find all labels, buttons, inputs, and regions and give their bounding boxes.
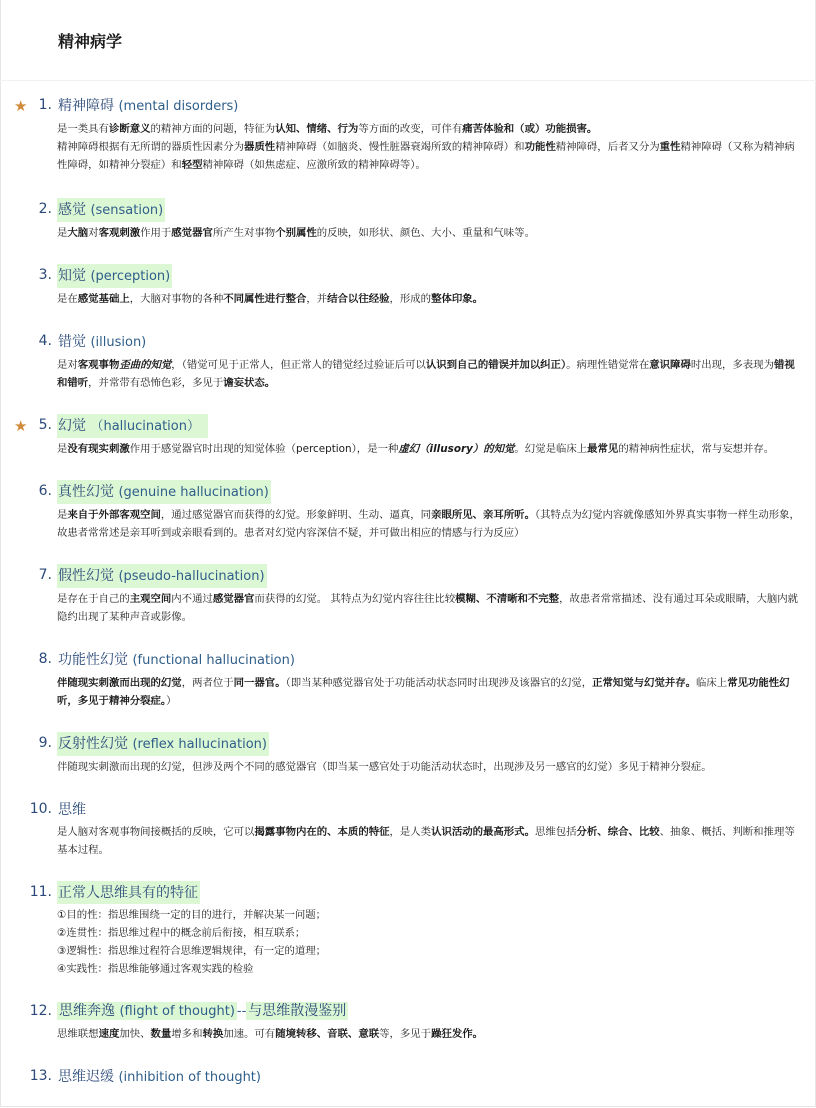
heading-title: 思维奔逸 <box>59 1003 115 1019</box>
list-item <box>0 1065 816 1089</box>
item-body: 伴随现实刺激而出现的幻觉，两者位于同一器官。（即当某种感觉器官处于功能活动状态同时出现涉及该器官的幻觉，正常知觉与幻觉并存。临床上常见功能性幻听，多见于精神分裂症。） <box>57 677 790 707</box>
heading-title: 思维迟缓 <box>58 1069 114 1085</box>
item-heading <box>57 648 297 672</box>
item-body: 伴随现实刺激而出现的幻觉，但涉及两个不同的感觉器官（即当某一感官处于功能活动状态时，出现涉及另一感官的幻觉）多见于精神分裂症。 <box>57 761 712 773</box>
item-body: 思维联想速度加快、数量增多和转换加速。可有随境转移、音联、意联等，多见于躁狂发作。 <box>57 1028 484 1040</box>
star-icon: ★ <box>14 417 28 435</box>
heading-english: (genuine hallucination) <box>118 485 269 500</box>
list-item <box>0 798 816 859</box>
item-number: 8. <box>38 651 52 667</box>
heading-separator: -- <box>236 1004 247 1019</box>
item-number: 3. <box>38 267 52 283</box>
paragraph: 精神障碍根据有无所谓的器质性因素分为器质性精神障碍（如脑炎、慢性脏器衰竭所致的精神障碍）和功能性精神障碍，后者又分为重性精神障碍（又称为精神病性障碍，如精神分裂症）和轻型精神障碍（如焦虑症、应激所致的精神障碍等）。 <box>57 141 795 171</box>
item-heading <box>57 881 200 904</box>
heading-title: 真性幻觉 <box>58 484 114 500</box>
heading-title: 正常人思维具有的特征 <box>58 885 198 901</box>
item-heading <box>57 480 271 504</box>
item-body: 是对客观事物歪曲的知觉，（错觉可见于正常人，但正常人的错觉经过验证后可以认识到自己的错误并加以纠正）。病理性错觉常在意识障碍时出现，多表现为错视和错听，并常带有恐怖色彩，多见于谵妄状态。 <box>57 359 795 389</box>
heading-title: 精神障碍 <box>58 98 114 114</box>
item-number: 1. <box>38 97 52 113</box>
heading-english: (inhibition of thought) <box>118 1070 261 1085</box>
feature-line: ①目的性：指思维围绕一定的目的进行，并解决某一问题； <box>57 909 327 921</box>
feature-line: ③逻辑性：指思维过程符合思维逻辑规律，有一定的道理； <box>57 945 327 957</box>
page-title: 精神病学 <box>58 32 123 51</box>
item-body: 是大脑对客观刺激作用于感觉器官所产生对事物个别属性的反映，如形状、颜色、大小、重量和气味等。 <box>57 227 535 239</box>
feature-line: ④实践性：指思维能够通过客观实践的检验 <box>57 963 254 975</box>
heading-english: (perception) <box>90 269 171 284</box>
list-item <box>0 480 816 542</box>
feature-line: ②连贯性：指思维过程中的概念前后衔接，相互联系； <box>57 927 306 939</box>
list-item <box>0 264 816 308</box>
item-heading <box>57 198 165 222</box>
heading-title: 功能性幻觉 <box>58 652 128 668</box>
list-item <box>0 732 816 776</box>
item-heading <box>57 798 88 821</box>
paragraph: 是一类具有诊断意义的精神方面的问题，特征为认知、情绪、行为等方面的改变，可伴有痛苦体验和（或）功能损害。 <box>57 123 598 135</box>
item-body: 是人脑对客观事物间接概括的反映，它可以揭露事物内在的、本质的特征，是人类认识活动的最高形式。思维包括分析、综合、比较、抽象、概括、判断和推理等基本过程。 <box>57 826 795 856</box>
item-body <box>57 906 804 978</box>
heading-english: (sensation) <box>90 203 164 218</box>
list-item <box>0 648 816 710</box>
heading-english: (mental disorders) <box>118 99 239 114</box>
item-number: 11. <box>29 884 52 900</box>
heading-title: 思维 <box>58 802 86 818</box>
list-item <box>0 881 816 978</box>
item-number: 7. <box>38 567 52 583</box>
list-item <box>0 1000 816 1043</box>
heading-title: 错觉 <box>58 334 86 350</box>
item-heading <box>57 1065 263 1089</box>
heading-title: 假性幻觉 <box>58 568 114 584</box>
heading-english: (illusion) <box>90 335 147 350</box>
item-heading <box>57 1000 348 1023</box>
item-body: 是在感觉基础上，大脑对事物的各种不同属性进行整合，并结合以往经验，形成的整体印象。 <box>57 293 484 305</box>
heading-english: (reflex hallucination) <box>132 737 267 752</box>
list-item <box>0 94 816 174</box>
heading-title: 幻觉 <box>58 418 86 434</box>
item-heading <box>57 564 267 588</box>
list-item <box>0 564 816 626</box>
item-number: 12. <box>29 1003 52 1019</box>
item-number: 9. <box>38 735 52 751</box>
item-heading <box>57 414 208 438</box>
item-body <box>57 120 804 174</box>
item-number: 5. <box>38 417 52 433</box>
item-body: 是没有现实刺激作用于感觉器官时出现的知觉体验（perception），是一种虚幻（illusory）的知觉。幻觉是临床上最常见的精神病性症状，常与妄想并存。 <box>57 443 775 455</box>
item-body: 是来自于外部客观空间，通过感觉器官而获得的幻觉。形象鲜明、生动、逼真，同亲眼所见、亲耳所听。（其特点为幻觉内容就像感知外界真实事物一样生动形象，故患者常常述是亲耳听到或亲眼看到的。患者对幻觉内容深信不疑，并可做出相应的情感与行为反应） <box>57 509 800 539</box>
item-number: 10. <box>29 801 52 817</box>
list-item <box>0 198 816 242</box>
item-number: 6. <box>38 483 52 499</box>
list-item <box>0 330 816 392</box>
star-icon: ★ <box>14 97 28 115</box>
item-heading <box>57 264 172 288</box>
item-body: 是存在于自己的主观空间内不通过感觉器官而获得的幻觉。 其特点为幻觉内容往往比较模糊、不清晰和不完整，故患者常常描述、没有通过耳朵或眼睛，大脑内就隐约出现了某种声音或影像。 <box>57 593 799 623</box>
item-number: 4. <box>38 333 52 349</box>
heading-title: 反射性幻觉 <box>58 736 128 752</box>
heading-title: 知觉 <box>58 268 86 284</box>
term-list <box>0 94 816 1089</box>
heading-english: (pseudo-hallucination) <box>118 569 265 584</box>
divider <box>0 80 816 81</box>
heading-extra: 与思维散漫鉴别 <box>248 1003 347 1019</box>
heading-english: (flight of thought) <box>119 1004 235 1019</box>
heading-english: (functional hallucination) <box>132 653 295 668</box>
heading-english: （hallucination） <box>90 419 200 434</box>
item-number: 2. <box>38 201 52 217</box>
heading-title: 感觉 <box>58 202 86 218</box>
item-heading <box>57 330 148 354</box>
item-heading <box>57 94 240 118</box>
heading-title-highlight <box>57 1002 237 1020</box>
list-item <box>0 414 816 458</box>
item-number: 13. <box>29 1068 52 1084</box>
item-heading <box>57 732 269 756</box>
